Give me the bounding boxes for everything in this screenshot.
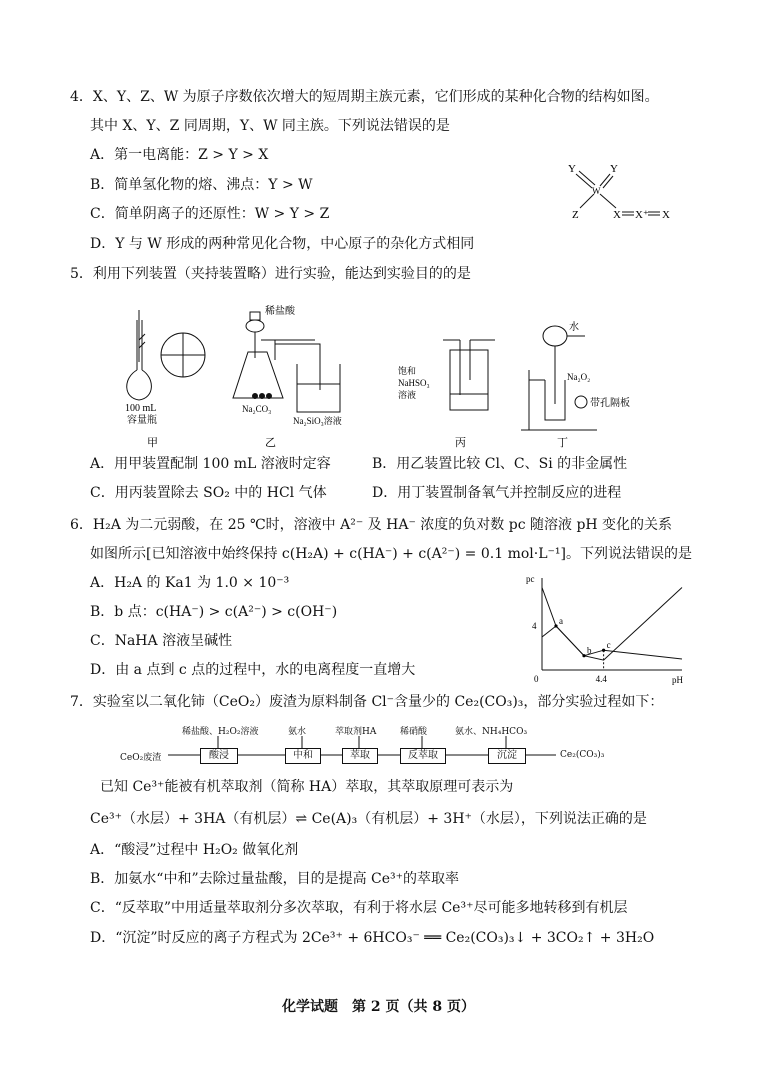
q6-option-a: A．H₂A 的 Ka1 为 1.0 × 10⁻³ [90,575,290,591]
point-label-b: b [587,645,592,656]
point-label-a: a [559,616,563,626]
q4-option-a: A．第一电离能：Z > Y > X [90,147,269,163]
step-precipitate: 沉淀 [488,748,526,764]
q6-stem-line2: 如图所示[已知溶液中始终保持 c(H₂A) + c(HA⁻) + c(A²⁻) = 0.1 mol·L⁻¹]。下列说法错误的是 [90,546,692,562]
q6-stem-line1: 6．H₂A 为二元弱酸，在 25 ℃时，溶液中 A²⁻ 及 HA⁻ 浓度的负对数 pc 随溶液 pH 变化的关系 [70,517,673,533]
q7-known: 已知 Ce³⁺能被有机萃取剂（简称 HA）萃取，其萃取原理可表示为 [100,779,514,795]
jia-label-volume: 100 mL [125,403,157,414]
bing-label-3: 溶液 [398,390,417,400]
q4-atom-x2: X [662,209,670,221]
bing-label-1: 饱和 [398,366,417,376]
q7-option-a: A．“酸浸”过程中 H₂O₂ 做氧化剂 [90,842,299,858]
y-axis-label: pc [526,574,535,584]
q7-flow-diagram [120,722,680,767]
q6-option-c: C．NaHA 溶液呈碱性 [90,633,233,649]
series-line-2 [542,626,682,659]
page-footer: 化学试题 第 2 页（共 8 页） [282,999,475,1015]
x-tick-4-4: 4.4 [595,674,607,684]
flow-end: Ce₂(CO₃)₃ [560,750,605,760]
reagent-4: 稀硝酸 [400,727,428,737]
q4-atom-w: W [592,186,601,196]
q5-option-d: D．用丁装置制备氧气并控制反应的进程 [372,485,622,501]
q4-stem-line2: 其中 X、Y、Z 同周期，Y、W 同主族。下列说法错误的是 [90,118,450,134]
q4-option-d: D．Y 与 W 形成的两种常见化合物，中心原子的杂化方式相同 [90,236,475,252]
step-back-extract: 反萃取 [400,748,446,764]
q5-option-b: B．用乙装置比较 Cl、C、Si 的非金属性 [372,456,628,472]
ding-label-na2o2: Na₂O₂ [567,372,591,382]
jia-label-flask: 容量瓶 [127,415,157,426]
yi-label-acid: 稀盐酸 [265,306,295,317]
series-line-1 [542,588,682,661]
name-ding: 丁 [557,437,568,449]
q7-equation: Ce³⁺（水层）+ 3HA（有机层）⇌ Ce(A)₃（有机层）+ 3H⁺（水层），下列说法正确的是 [90,811,647,827]
step-acid-leach: 酸浸 [200,748,238,764]
name-yi: 乙 [265,437,276,449]
q5-apparatus-figure [115,300,655,450]
pc-ph-chart [520,570,690,690]
q4-structure-figure [560,158,690,224]
point-b [582,654,585,657]
yi-label-flask: Na₂CO₃ [242,404,272,414]
reagent-3: 萃取剂HA [335,727,377,737]
q4-option-b: B．简单氢化物的熔、沸点：Y > W [90,177,313,193]
reagent-5: 氨水、NH₄HCO₃ [455,727,528,737]
x-axis-label: pH [672,675,683,685]
q4-atom-y1: Y [568,163,576,175]
name-jia: 甲 [147,437,158,449]
q4-atom-xplus: X⁺ [635,209,649,221]
q4-atom-y2: Y [610,163,618,175]
reagent-1: 稀盐酸、H₂O₂溶液 [182,727,259,737]
q4-atom-x1: X [613,209,621,221]
q7-option-b: B．加氨水“中和”去除过量盐酸，目的是提高 Ce³⁺的萃取率 [90,871,460,887]
ding-label-water: 水 [569,322,579,333]
q6-option-b: B．b 点：c(HA⁻) > c(A²⁻) > c(OH⁻) [90,604,338,620]
x-tick-0: 0 [534,674,539,684]
point-a [554,624,557,627]
q4-stem-line1: 4．X、Y、Z、W 为原子序数依次增大的短周期主族元素，它们形成的某种化合物的结构如图。 [70,89,659,105]
q7-stem: 7．实验室以二氧化铈（CeO₂）废渣为原料制备 Cl⁻含量少的 Ce₂(CO₃)₃，部分实验过程如下： [70,694,664,710]
q4-atom-z: Z [572,209,579,221]
bing-label-2: NaHSO₃ [398,378,430,388]
step-neutralize: 中和 [285,748,321,764]
y-tick-4: 4 [532,621,537,631]
name-bing: 丙 [455,437,466,449]
q5-option-c: C．用丙装置除去 SO₂ 中的 HCl 气体 [90,485,327,501]
yi-label-beaker: Na₂SiO₃溶液 [293,416,342,426]
step-extract: 萃取 [342,748,378,764]
q5-stem: 5．利用下列装置（夹持装置略）进行实验，能达到实验目的的是 [70,266,471,282]
ding-label-plate: 带孔隔板 [590,398,630,409]
flow-start: CeO₂废渣 [120,753,162,763]
point-label-c: c [606,640,611,651]
q6-option-d: D．由 a 点到 c 点的过程中，水的电离程度一直增大 [90,662,416,678]
q7-option-c: C．“反萃取”中用适量萃取剂分多次萃取，有利于将水层 Ce³⁺尽可能多地转移到有机层 [90,900,628,916]
q5-option-a: A．用甲装置配制 100 mL 溶液时定容 [90,456,331,472]
q7-option-d: D．“沉淀”时反应的离子方程式为 2Ce³⁺ + 6HCO₃⁻ ══ Ce₂(CO₃)₃↓ + 3CO₂↑ + 3H₂O [90,930,655,946]
q4-option-c: C．简单阴离子的还原性：W > Y > Z [90,206,330,222]
reagent-2: 氨水 [288,727,307,737]
